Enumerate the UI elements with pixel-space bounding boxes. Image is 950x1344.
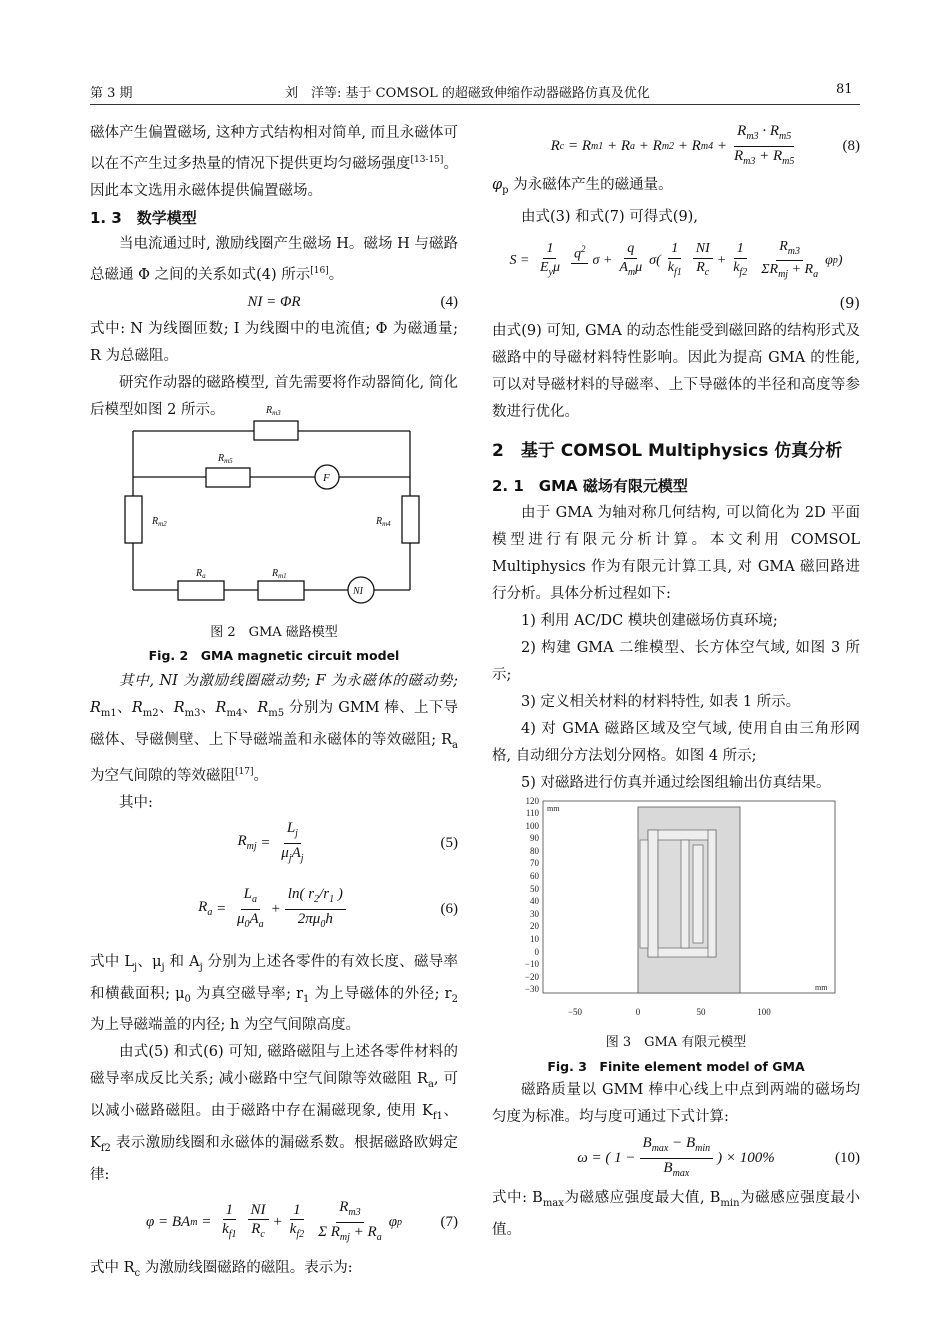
section-heading-2: 2 基于 COMSOL Multiphysics 仿真分析 <box>492 440 843 461</box>
y-axis-ticks <box>525 796 540 994</box>
equation-9-number: (9) <box>839 295 860 312</box>
figure-3-caption-cn: 图 3 GMA 有限元模型 <box>605 1035 747 1050</box>
equation-9: S = $\frac{1}{E_y\mu}$ $q^2$ σ + $\frac{q}{A_m\mu}$ σ( $\frac{1}{k_{f1}}$ $\frac{NI}{R_c}$ + $\frac{1}{k_{f2}}$ $\frac{R_{m3}}{\Sigma R_{mj} + R_a}$ φ p ) <box>509 238 843 281</box>
svg-text:30: 30 <box>530 909 539 919</box>
equation-4: NI = ΦR (4) <box>247 293 458 310</box>
label-f: F <box>323 472 330 484</box>
svg-text:0: 0 <box>635 1007 641 1017</box>
paragraph: 研究作动器的磁路模型, 首先需要将作动器简化, 简化后模型如图 2 所示。 <box>90 374 458 418</box>
svg-text:100: 100 <box>525 821 539 831</box>
step-3: 3) 定义相关材料的材料特性, 如表 1 所示。 <box>521 693 801 710</box>
unit-label-y: mm <box>547 804 560 813</box>
equation-7: φ = BA m = $\frac{1}{k_{f1}}$ $\frac{NI}{R_c}$ + $\frac{1}{k_{f2}}$ $\frac{R_{m3}}{\Sigma R_{mj} + R_a}$ φ p (7) <box>145 1198 458 1243</box>
paragraph: 由式(9) 可知, GMA 的动态性能受到磁回路的结构形式及磁路中的导磁材料特性影响。因此为提高 GMA 的性能, 可以对导磁材料的导磁率、上下导磁体的半径和高度等参数进行优化。 <box>492 322 860 420</box>
label-rm4: $R_{m4}$ <box>376 516 391 528</box>
figure-2-caption-en: Fig. 2 GMA magnetic circuit model <box>148 648 400 663</box>
figure-2-circuit <box>120 400 430 615</box>
left-column <box>90 120 458 424</box>
svg-text:0: 0 <box>534 947 539 957</box>
equation-6: $R_a$ = $\frac{L_a}{\mu_0A_a}$ + $\frac{\ln( r_2/r_1 )}{2\pi\mu_0h}$ (6) <box>198 886 458 931</box>
paragraph: 磁体产生偏置磁场, 这种方式结构相对简单, 而且永磁体可以在不产生过多热量的情况下提供更均匀磁场强度[13-15]。因此本文选用永磁体提供偏置磁场。 <box>90 125 459 199</box>
label-rm2: $R_{m2}$ <box>152 516 167 528</box>
figure-2-caption-cn: 图 2 GMA 磁路模型 <box>210 625 338 640</box>
svg-text:60: 60 <box>530 871 539 881</box>
svg-text:120: 120 <box>525 796 539 806</box>
svg-text:110: 110 <box>525 808 539 818</box>
section-heading-2-1: 2. 1 GMA 磁场有限元模型 <box>492 476 688 495</box>
unit-label-x: mm <box>815 983 828 992</box>
paragraph: 磁路质量以 GMM 棒中心线上中点到两端的磁场均匀度为标准。均与度可通过下式计算: <box>492 1082 860 1125</box>
step-4: 4) 对 GMA 磁路区域及空气域, 使用自由三角形网格, 自动细分方法划分网格。如图 4 所示; <box>492 720 860 764</box>
paragraph: 由式(3) 和式(7) 可得式(9), <box>521 208 698 225</box>
svg-text:−50: −50 <box>567 1007 583 1017</box>
paragraph: 式中: $B_{max}$为磁感应强度最大值, $B_{min}$为磁感应强度最小值。 <box>492 1190 861 1238</box>
paragraph: $\varphi_p$ 为永磁体产生的磁通量。 <box>492 177 673 196</box>
equation-5: $R_{mj}$ = $\frac{L_j}{\mu_jA_j}$ (5) <box>237 820 458 865</box>
right-column <box>492 120 860 797</box>
label-ni: NI <box>353 586 363 597</box>
left-column-lower <box>90 668 458 1287</box>
paragraph: 由于 GMA 为轴对称几何结构, 可以简化为 2D 平面模型进行有限元分析计算。本文利用 COMSOL Multiphysics 作为有限元计算工具, 对 GMA 磁回路进行分析。具体分析过程如下: <box>492 504 860 602</box>
paragraph: 其中: <box>119 794 153 811</box>
label-rm5: $R_{m5}$ <box>218 453 233 465</box>
paragraph: 式中: N 为线圈匝数; I 为线圈中的电流值; Φ 为磁通量; R 为总磁阻。 <box>90 320 458 364</box>
paragraph: 由式(5) 和式(6) 可知, 磁路磁阻与上述各零件材料的磁导率成反比关系; 减小磁路中空气间隙等效磁阻 $R_a$, 可以减小磁路磁阻。由于磁路中存在漏磁现象, 使用 $K_{f1}$、$K_{f2}$ 表示激励线圈和永磁体的漏磁系数。根据磁路欧姆定律: <box>90 1044 458 1184</box>
step-2: 2) 构建 GMA 二维模型、长方体空气域, 如图 3 所示; <box>492 639 860 683</box>
step-1: 1) 利用 AC/DC 模块创建磁场仿真环境; <box>521 612 778 629</box>
running-title: 刘 洋等: 基于 COMSOL 的超磁致伸缩作动器磁路仿真及优化 <box>285 86 650 101</box>
svg-text:50: 50 <box>696 1007 706 1017</box>
label-rm3: $R_{m3}$ <box>266 405 281 417</box>
x-axis-ticks <box>568 1007 771 1017</box>
label-ra: $R_a$ <box>196 568 206 580</box>
svg-text:50: 50 <box>530 884 539 894</box>
svg-text:10: 10 <box>530 934 539 944</box>
svg-text:−20: −20 <box>524 972 539 982</box>
step-5: 5) 对磁路进行仿真并通过绘图组输出仿真结果。 <box>521 774 831 791</box>
svg-text:90: 90 <box>530 833 539 843</box>
section-heading: 1. 3 数学模型 <box>90 208 197 227</box>
paragraph: 式中 $L_j$、$\mu_j$ 和 $A_j$ 分别为上述各零件的有效长度、磁导率和横截面积; $\mu_0$ 为真空磁导率; $r_1$ 为上导磁体的外径; $r_2$ 为上导磁端盖的内径; h 为空气间隙高度。 <box>90 953 458 1034</box>
svg-text:100: 100 <box>757 1007 771 1017</box>
right-column-lower <box>492 1077 860 1244</box>
paragraph: 当电流通过时, 激励线圈产生磁场 H。磁场 H 与磁路总磁通 Φ 之间的关系如式(4) 所示[16]。 <box>90 235 458 283</box>
svg-text:20: 20 <box>530 921 539 931</box>
paragraph: 其中, NI 为激励线圈磁动势; F 为永磁体的磁动势; $R_{m1}$、$R_{m2}$、$R_{m3}$、$R_{m4}$、$R_{m5}$ 分别为 GMM 棒、上下导磁体、导磁侧壁、上下导磁端盖和永磁体的等效磁阻; $R_a$ 为空气间隙的等效磁阻[17]。 <box>90 673 459 784</box>
svg-text:40: 40 <box>530 896 539 906</box>
svg-text:−10: −10 <box>524 959 539 969</box>
figure-3-caption-en: Fig. 3 Finite element model of GMA <box>547 1059 805 1074</box>
figure-3-fem-model <box>505 793 845 1021</box>
svg-text:−30: −30 <box>524 984 539 994</box>
svg-text:70: 70 <box>530 858 539 868</box>
label-rm1: $R_{m1}$ <box>272 568 287 580</box>
page-number: 81 <box>836 82 853 97</box>
svg-text:80: 80 <box>530 846 539 856</box>
issue-number: 第 3 期 <box>90 86 133 101</box>
paragraph: 式中 $R_c$ 为激励线圈磁路的磁阻。表示为: <box>90 1260 353 1279</box>
header-rule <box>90 104 860 105</box>
equation-10: ω = ( 1 − $\frac{B_{max} - B_{min}}{B_{max}}$ ) × 100% (10) <box>577 1134 860 1179</box>
equation-8: R c = R m1 + R a + R m2 + R m4 + $\frac{R_{m3} \cdot R_{m5}}{R_{m3} + R_{m5}}$ (8) <box>550 122 860 167</box>
